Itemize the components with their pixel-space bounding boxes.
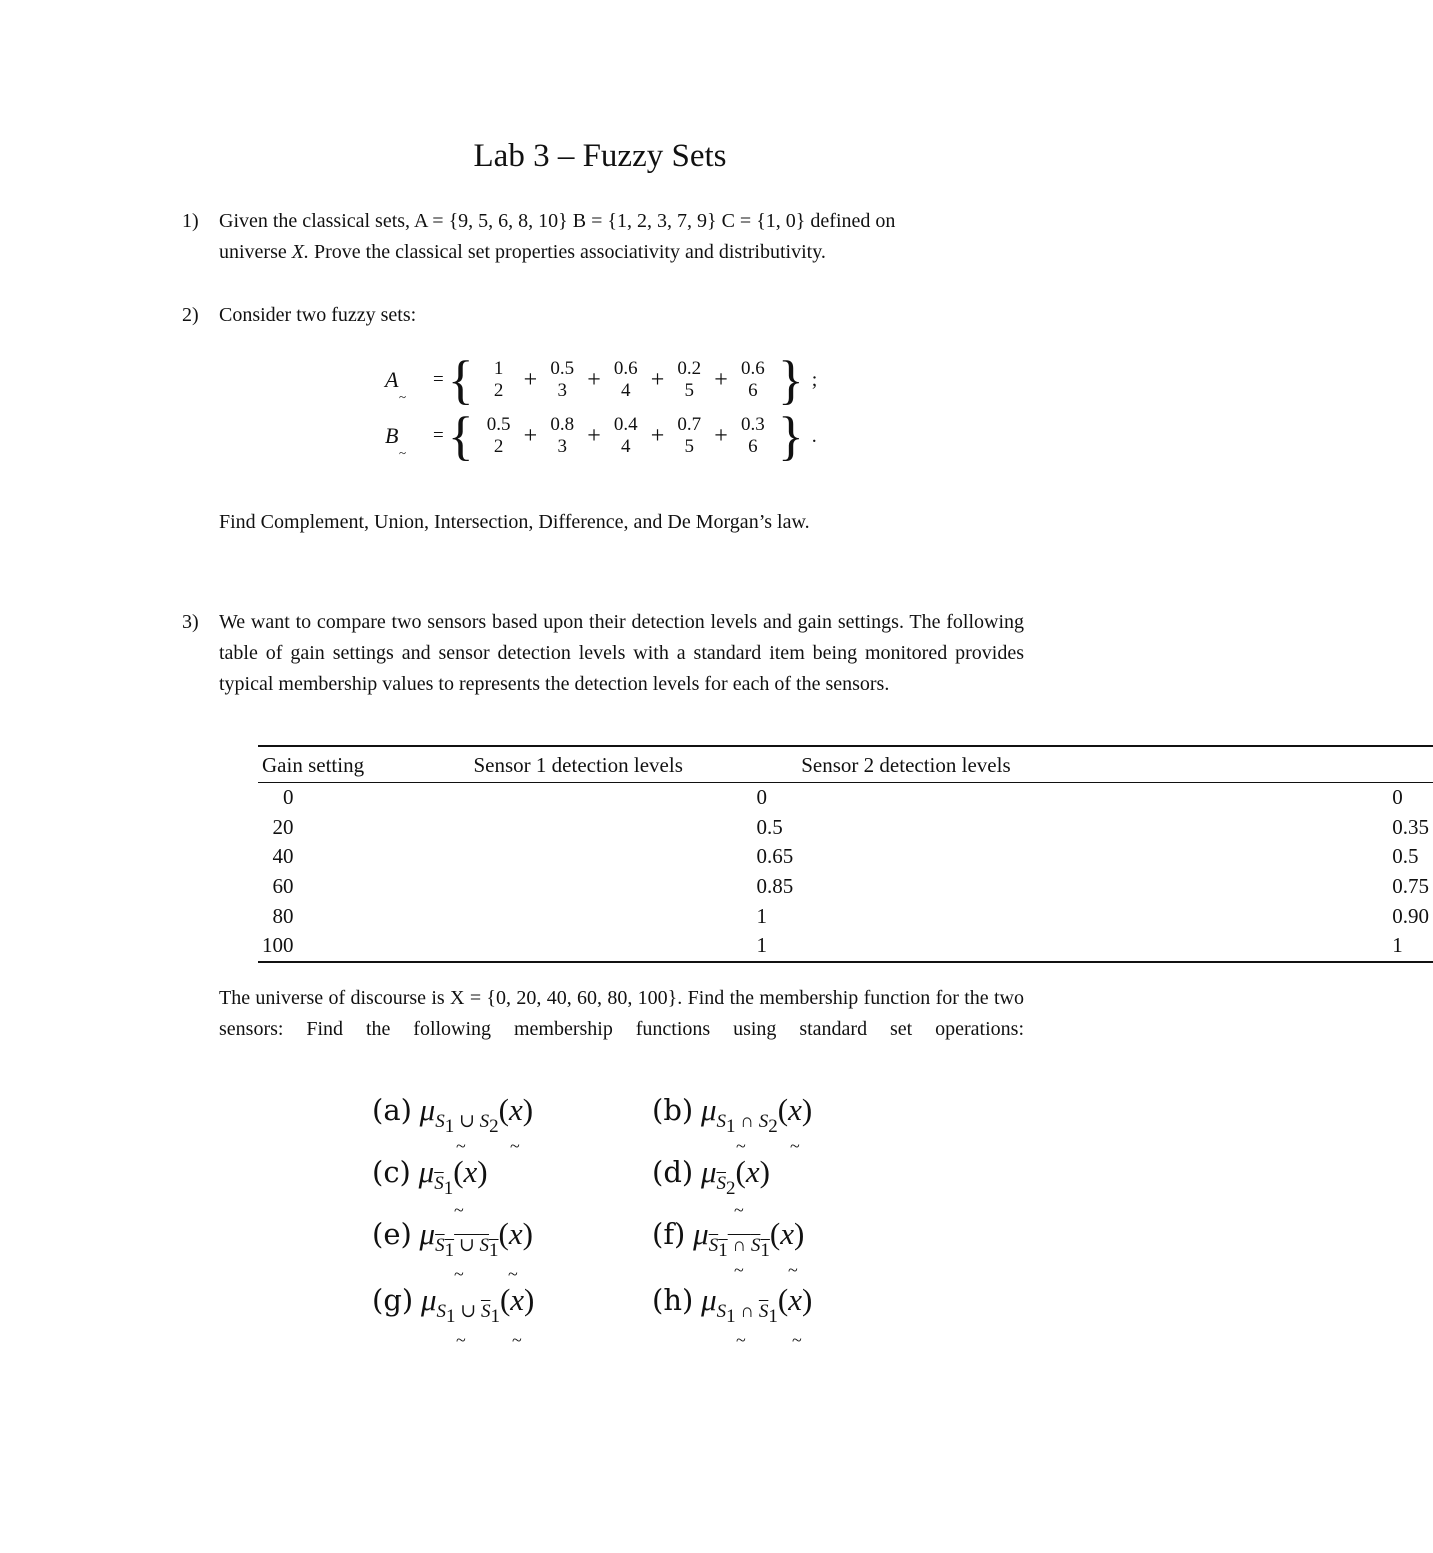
fraction-term: 0.3 6 bbox=[740, 414, 765, 457]
question-2-find: Find Complement, Union, Intersection, Difference, and De Morgan’s law. bbox=[219, 511, 810, 533]
table-row bbox=[258, 901, 1433, 931]
question-3-paragraph: We want to compare two sensors based upon their detection levels and gain settings. The following table of gain settings and sensor detection levels with a standard item being monitored provides typical membership values to represents the detection levels for each of the sensors. bbox=[219, 611, 1024, 695]
tilde-mark: ~ bbox=[508, 1264, 518, 1284]
table-cell: 0.75 bbox=[1392, 874, 1429, 899]
fraction-term: 0.5 3 bbox=[550, 358, 575, 401]
operation-g: (g) $\mu_{S_1 \cup \overline{S}_1}(x)$ bbox=[372, 1282, 535, 1327]
operation-a: (a) $\mu_{S_1 \cup S_2}(x)$ bbox=[372, 1092, 534, 1137]
table-cell: 0.5 bbox=[756, 814, 783, 839]
tilde-mark: ~ bbox=[790, 1136, 800, 1156]
fraction-term: 0.6 6 bbox=[740, 358, 765, 401]
detection-levels-table bbox=[258, 745, 1433, 963]
tilde-mark: ~ bbox=[456, 1330, 466, 1350]
table-row bbox=[258, 783, 1433, 813]
fuzzy-set-definitions bbox=[385, 352, 817, 464]
operation-d: (d) $\mu_{\overline{S}_2}(x)$ bbox=[652, 1154, 770, 1199]
tilde-mark: ~ bbox=[454, 1264, 464, 1284]
fraction-term: 0.6 4 bbox=[613, 358, 638, 401]
fraction-term: 0.2 5 bbox=[677, 358, 702, 401]
fraction-term: 0.5 2 bbox=[486, 414, 511, 457]
tilde-mark: ~ bbox=[734, 1200, 744, 1220]
tilde-mark: ~ bbox=[734, 1260, 744, 1280]
fraction-term: 0.4 4 bbox=[613, 414, 638, 457]
tilde-mark: ~ bbox=[736, 1330, 746, 1350]
question-2-text: Consider two fuzzy sets: bbox=[219, 304, 417, 326]
page-title: Lab 3 – Fuzzy Sets bbox=[473, 138, 727, 174]
question-2 bbox=[182, 300, 1024, 331]
table-cell: 1 bbox=[1392, 933, 1403, 958]
table-cell: 0 bbox=[283, 785, 294, 810]
table-cell: 0 bbox=[756, 785, 767, 810]
operation-h: (h) $\mu_{S_1 \cap \overline{S}_1}(x)$ bbox=[652, 1282, 813, 1327]
question-number: 1) bbox=[182, 210, 199, 232]
operation-c: (c) $\mu_{\overline{S}_1}(x)$ bbox=[372, 1154, 488, 1199]
question-3-after: The universe of discourse is X = {0, 20, 40, 60, 80, 100}. Find the membership function for the two sensors: Find the following membership functions using standard set operations: bbox=[219, 987, 1024, 1040]
question-3 bbox=[182, 607, 1024, 700]
fuzzy-set-a: A ~ = { 1 2 + 0.5 3 + 0.6 4 + 0.2 5 + 0.6 6 } ; bbox=[385, 350, 818, 410]
operation-f: (f) $\mu_{S_1 \cap S_1}(x)$ bbox=[652, 1216, 805, 1261]
table-cell: 0.90 bbox=[1392, 903, 1429, 928]
tilde-mark: ~ bbox=[736, 1136, 746, 1156]
table-row bbox=[258, 813, 1433, 843]
question-number: 2) bbox=[182, 304, 199, 326]
table-row bbox=[258, 872, 1433, 902]
table-cell: 40 bbox=[272, 844, 294, 869]
table-cell: 0.65 bbox=[756, 844, 794, 869]
table-cell: 20 bbox=[272, 814, 294, 839]
operation-b: (b) $\mu_{S_1 \cap S_2}(x)$ bbox=[652, 1092, 813, 1137]
table-cell: 100 bbox=[262, 933, 294, 958]
question-1 bbox=[182, 206, 1024, 268]
table-cell: 1 bbox=[756, 903, 767, 928]
tilde-mark: ~ bbox=[792, 1330, 802, 1350]
table-row bbox=[258, 931, 1433, 962]
table-cell: 0.85 bbox=[756, 874, 794, 899]
table-header-row bbox=[258, 746, 1433, 783]
table-cell: 0 bbox=[1392, 785, 1403, 810]
fuzzy-set-b: B ~ = { 0.5 2 + 0.8 3 + 0.4 4 + 0.7 5 + 0.3 6 } . bbox=[385, 406, 817, 466]
table-cell: 0.35 bbox=[1392, 814, 1429, 839]
table-header: Gain setting bbox=[262, 753, 365, 777]
table-header: Sensor 2 detection levels bbox=[801, 753, 1011, 777]
tilde-mark: ~ bbox=[788, 1260, 798, 1280]
table-cell: 60 bbox=[272, 874, 294, 899]
table-row bbox=[258, 842, 1433, 872]
fraction-term: 1 2 bbox=[493, 358, 504, 401]
tilde-mark: ~ bbox=[456, 1136, 466, 1156]
tilde-mark: ~ bbox=[510, 1136, 520, 1156]
table-cell: 80 bbox=[272, 903, 294, 928]
question-1-line-1: Given the classical sets, A = {9, 5, 6, 8, 10} B = {1, 2, 3, 7, 9} C = {1, 0} defined on bbox=[219, 210, 896, 232]
table-cell: 1 bbox=[756, 933, 767, 958]
tilde-mark: ~ bbox=[454, 1200, 464, 1220]
fraction-term: 0.7 5 bbox=[677, 414, 702, 457]
question-number: 3) bbox=[182, 611, 199, 633]
tilde-mark: ~ bbox=[512, 1330, 522, 1350]
table-cell: 0.5 bbox=[1392, 844, 1419, 869]
operation-e: (e) $\mu_{S_1 \cup S_1}(x)$ bbox=[372, 1216, 533, 1261]
fraction-term: 0.8 3 bbox=[550, 414, 575, 457]
table-header: Sensor 1 detection levels bbox=[473, 753, 683, 777]
question-1-line-2: universe X. Prove the classical set properties associativity and distributivity. bbox=[219, 241, 826, 263]
